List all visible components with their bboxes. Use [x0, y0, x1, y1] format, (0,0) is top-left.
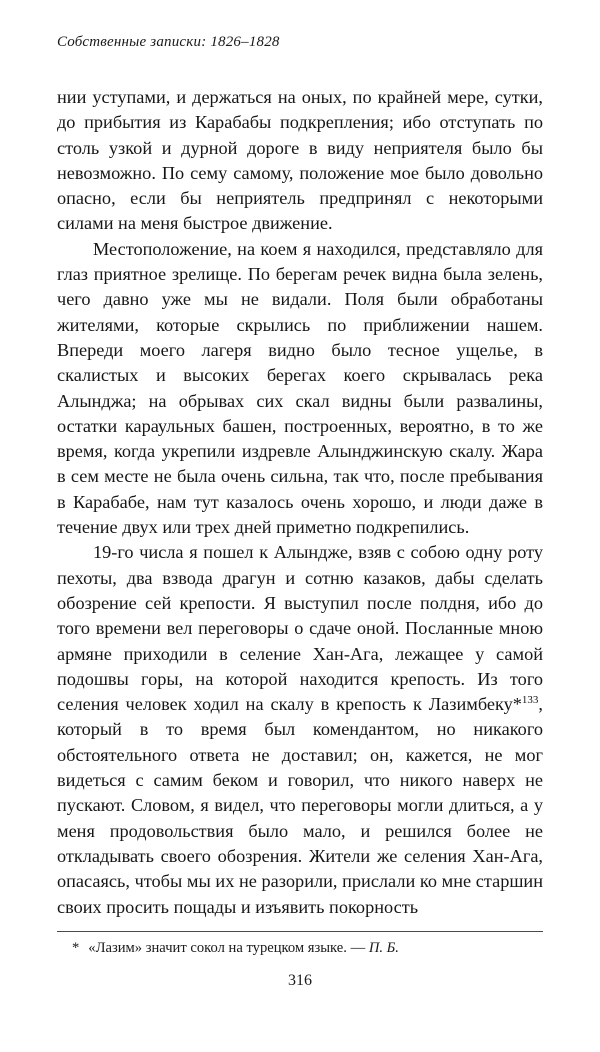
page-number: 316 [288, 972, 312, 989]
body-text [57, 85, 543, 920]
footnote-block [57, 931, 543, 958]
paragraph-text: 19-го числа я пошел к Алындже, взяв с собою одну роту пехоты, два взвода драгун и сотню казаков, дабы сделать обозрение сей крепости. Я выступил после полдня, ибо до того времени вел переговоры о сдаче оной. Посланные мною армяне приходили в селение Хан-Ага, лежащее у самой подошвы горы, на которой находится крепость. Из того селения человек ходил на скалу в крепость к Лазимбеку [57, 542, 543, 715]
footnote-marker: * [72, 940, 80, 956]
footnote-ref-number: 133 [521, 694, 539, 707]
paragraph: Местоположение, на коем я находился, представляло для глаз приятное зрелище. По берегам речек видна была зелень, чего давно уже мы не видали. Поля были обработаны жителями, которые скрылись по приближении нашем. Впереди моего лагеря видно было тесное ущелье, в скалистых и высоких берегах коего скрывалась река Алынджа; на обрывах сих скал видны были развалины, остатки караульных башен, построенных, вероятно, в то же время, когда укрепили издревле Алынджинскую скалу. Жара в сем месте не была очень сильна, так что, после пребывания в Карабабе, нам тут казалось очень хорошо, и люди даже в течение двух или трех дней приметно подкрепились. [57, 238, 543, 538]
footnote [57, 939, 543, 958]
paragraph-text-continuation: , который в то время был комендантом, но никакого обстоятельного ответа не доставил; он, кажется, не мог видеться с самим беком и говорил, что никого наверх не пускают. Словом, я видел, что переговоры могли длиться, а у меня продовольствия было мало, и решился более не откладывать своего обозрения. Жители же селения Хан-Ага, опасаясь, чтобы мы их не разорили, прислали ко мне старшин своих просить пощады и изъявить покорность [57, 694, 543, 917]
footnote-text: «Лазим» значит сокол на турецком языке. — [88, 940, 366, 956]
footnote-separator-rule [57, 931, 543, 932]
paragraph-with-footnote-ref [57, 540, 543, 919]
paragraph-continuation: нии уступами, и держаться на оных, по крайней мере, сутки, до прибытия из Карабабы подкрепления; ибо отступать по столь узкой и дурной дороге в виду неприятеля было бы невозможно. По сему самому, положение мое было довольно опасно, если бы неприятель предпринял с некоторыми силами на меня быстрое движение. [57, 87, 543, 234]
footnote-attribution: П. Б. [368, 940, 399, 956]
footnote-ref-asterisk: * [512, 694, 522, 715]
running-header: Собственные записки: 1826–1828 [57, 34, 280, 50]
